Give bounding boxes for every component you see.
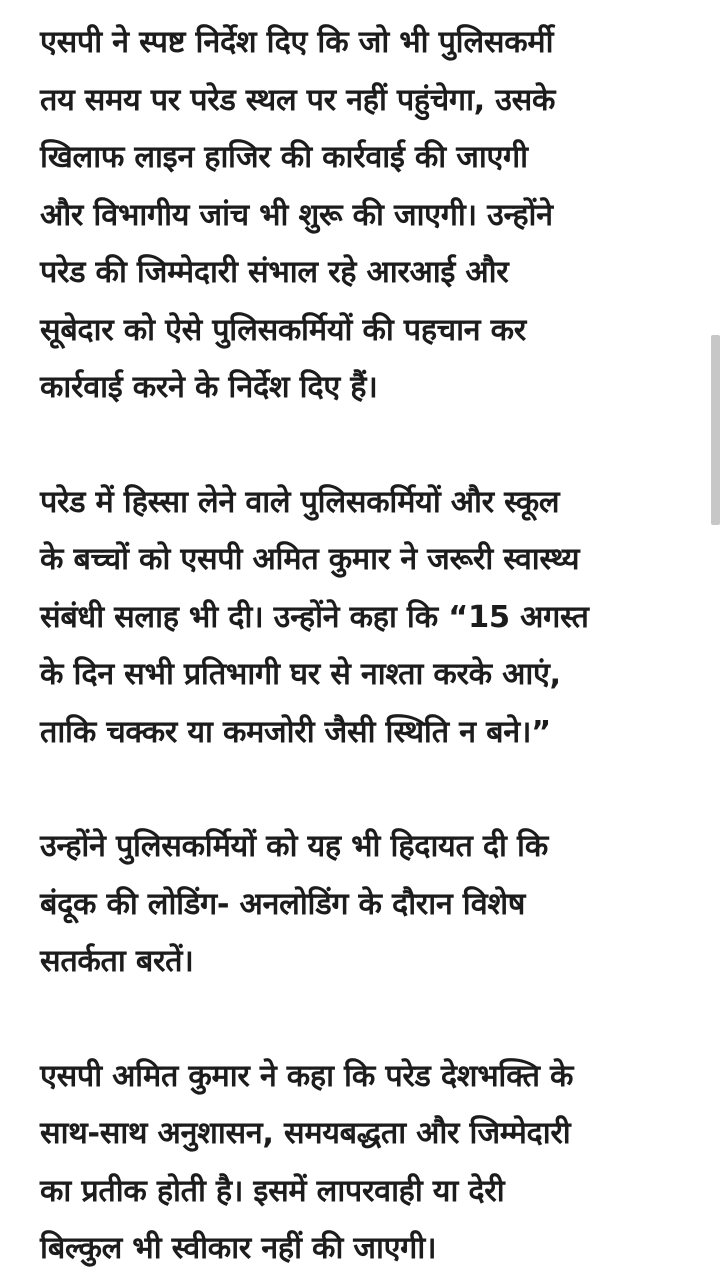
text-line: एसपी ने स्पष्ट निर्देश दिए कि जो भी पुलिसकर्मी bbox=[40, 25, 554, 60]
article-body bbox=[40, 14, 690, 1278]
text-line: ताकि चक्कर या कमजोरी जैसी स्थिति न बने।” bbox=[40, 714, 551, 750]
paragraph-4 bbox=[40, 1048, 690, 1278]
text-line: उन्होंने पुलिसकर्मियों को यह भी हिदायत दी कि bbox=[40, 829, 548, 864]
text-line: और विभागीय जांच भी शुरू की जाएगी। उन्होंने bbox=[40, 197, 553, 233]
text-line: साथ-साथ अनुशासन, समयबद्धता और जिम्मेदारी bbox=[40, 1116, 571, 1151]
text-line: के बच्चों को एसपी अमित कुमार ने जरूरी स्वास्थ्य bbox=[40, 542, 580, 577]
text-line: के दिन सभी प्रतिभागी घर से नाश्ता करके आएं, bbox=[40, 657, 561, 692]
text-line: सूबेदार को ऐसे पुलिसकर्मियों की पहचान कर bbox=[40, 312, 526, 348]
text-line: परेड में हिस्सा लेने वाले पुलिसकर्मियों और स्कूल bbox=[40, 484, 560, 520]
paragraph-1 bbox=[40, 14, 690, 417]
text-line: कार्रवाई करने के निर्देश दिए हैं। bbox=[40, 370, 378, 405]
text-line: बिल्कुल भी स्वीकार नहीं की जाएगी। bbox=[40, 1231, 437, 1266]
text-line: सतर्कता बरतें। bbox=[40, 944, 194, 979]
paragraph-3 bbox=[40, 818, 690, 991]
text-line: बंदूक की लोडिंग- अनलोडिंग के दौरान विशेष bbox=[40, 886, 526, 922]
text-line: तय समय पर परेड स्थल पर नहीं पहुंचेगा, उसके bbox=[40, 82, 556, 118]
paragraph-2 bbox=[40, 474, 690, 762]
text-line: का प्रतीक होती है। इसमें लापरवाही या देरी bbox=[40, 1173, 505, 1209]
text-line: एसपी अमित कुमार ने कहा कि परेड देशभक्ति के bbox=[40, 1058, 574, 1094]
scrollbar-thumb[interactable] bbox=[711, 335, 720, 525]
text-line: संबंधी सलाह भी दी। उन्होंने कहा कि “15 अगस्त bbox=[40, 599, 589, 635]
text-line: परेड की जिम्मेदारी संभाल रहे आरआई और bbox=[40, 255, 509, 290]
text-line: खिलाफ लाइन हाजिर की कार्रवाई की जाएगी bbox=[40, 140, 528, 175]
